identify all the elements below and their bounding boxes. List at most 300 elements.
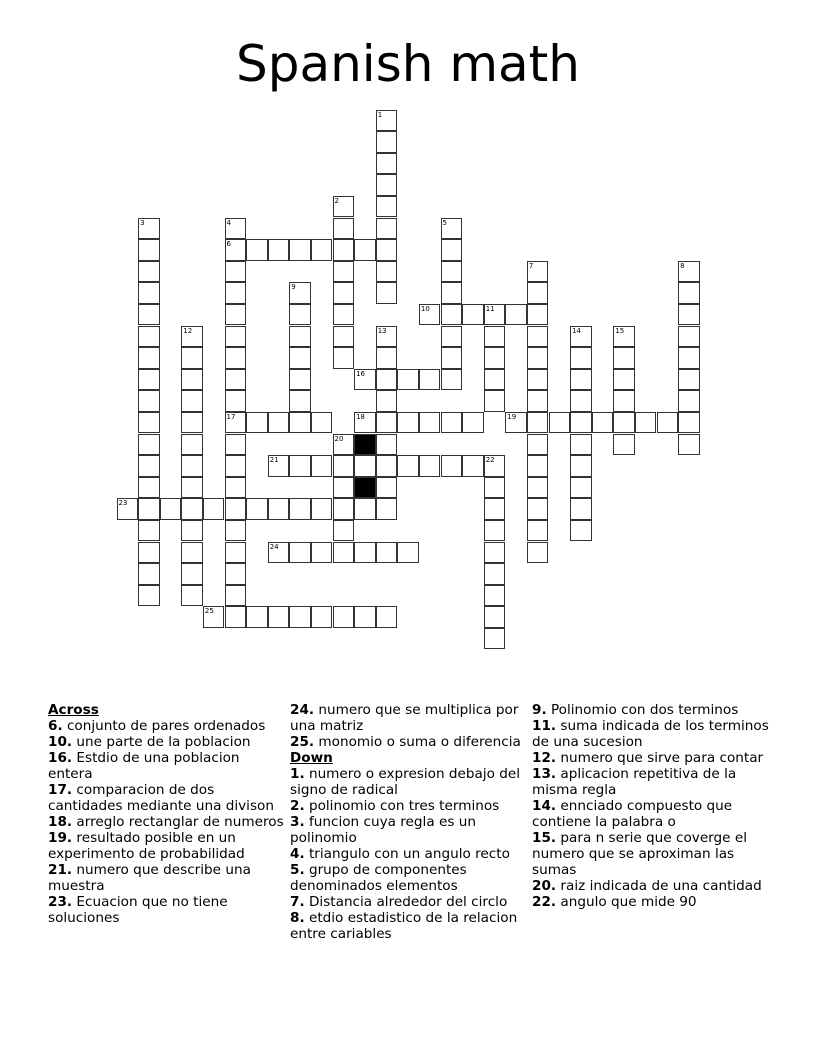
clue-text: Ecuacion que no tiene soluciones [48,894,228,926]
down-clue [532,894,772,910]
grid-cell[interactable] [289,304,311,326]
grid-cell[interactable] [333,282,355,304]
across-clue [48,814,288,830]
clue-text: arreglo rectanglar de numeros [76,814,284,830]
grid-cell[interactable] [181,542,203,564]
grid-cell[interactable] [441,326,463,348]
grid-cell[interactable] [138,326,160,348]
grid-cell[interactable] [289,282,311,304]
clue-text: une parte de la poblacion [76,734,251,750]
grid-cell[interactable] [181,498,203,520]
grid-cell[interactable] [484,477,506,499]
grid-cell[interactable] [354,239,376,261]
grid-cell[interactable] [376,110,398,132]
grid-cell[interactable] [397,542,419,564]
grid-cell[interactable] [678,390,700,412]
clue-num: 4. [290,846,305,862]
grid-cell[interactable] [181,455,203,477]
grid-cell[interactable] [678,369,700,391]
down-clue [290,862,530,894]
grid-cell[interactable] [527,326,549,348]
clue-text: suma indicada de los terminos de una sucesion [532,718,769,750]
clue-num: 24. [290,702,315,718]
grid-cell[interactable] [333,520,355,542]
grid-cell[interactable] [635,412,657,434]
grid-cell[interactable] [268,455,290,477]
grid-cell[interactable] [527,390,549,412]
clue-number: 7 [528,261,534,270]
across-clue [48,718,288,734]
clue-number: 14 [572,326,582,335]
clue-number: 16 [356,369,366,378]
grid-cell[interactable] [181,347,203,369]
grid-cell[interactable] [225,498,247,520]
clue-num: 6. [48,718,63,734]
grid-cell[interactable] [333,196,355,218]
grid-cell[interactable] [181,326,203,348]
grid-cell[interactable] [181,585,203,607]
grid-cell[interactable] [246,498,268,520]
grid-cell[interactable] [246,412,268,434]
grid-cell[interactable] [678,326,700,348]
grid-cell[interactable] [678,412,700,434]
grid-cell[interactable] [376,153,398,175]
grid-cell[interactable] [376,390,398,412]
grid-cell[interactable] [484,520,506,542]
grid-cell[interactable] [138,477,160,499]
grid-cell[interactable] [225,369,247,391]
grid-cell[interactable] [376,326,398,348]
grid-cell[interactable] [289,455,311,477]
grid-cell[interactable] [138,455,160,477]
page-title: Spanish math [236,35,580,93]
grid-cell[interactable] [678,261,700,283]
clue-number: 1 [377,110,383,119]
grid-cell[interactable] [225,261,247,283]
grid-cell[interactable] [484,542,506,564]
grid-cell[interactable] [289,326,311,348]
grid-cell[interactable] [354,542,376,564]
grid-cell[interactable] [484,304,506,326]
grid-cell[interactable] [354,455,376,477]
clue-number: 9 [291,283,296,292]
clue-num: 7. [290,894,305,910]
grid-cell[interactable] [225,434,247,456]
grid-cell[interactable] [376,498,398,520]
grid-cell[interactable] [570,390,592,412]
grid-cell[interactable] [678,434,700,456]
grid-cell[interactable] [138,261,160,283]
grid-cell[interactable] [376,412,398,434]
grid-cell[interactable] [462,304,484,326]
grid-cell[interactable] [505,304,527,326]
grid-cell[interactable] [376,196,398,218]
down-clue [290,894,530,910]
grid-cell[interactable] [225,412,247,434]
grid-cell[interactable] [657,412,679,434]
clue-number: 8 [680,261,685,270]
clue-text: numero que se multiplica por una matriz [290,702,519,734]
grid-cell[interactable] [419,455,441,477]
clue-text: numero que describe una muestra [48,862,251,894]
grid-cell[interactable] [527,455,549,477]
grid-cell[interactable] [289,542,311,564]
down-clue [532,750,772,766]
across-clue [48,894,288,926]
down-clue [290,814,530,846]
grid-cell[interactable] [376,239,398,261]
grid-cell[interactable] [376,282,398,304]
across-clue [48,734,288,750]
grid-cell[interactable] [225,520,247,542]
grid-cell[interactable] [138,498,160,520]
grid-cell[interactable] [333,347,355,369]
clue-num: 23. [48,894,73,910]
clue-text: numero que sirve para contar [560,750,764,766]
grid-cell[interactable] [289,390,311,412]
grid-cell[interactable] [268,412,290,434]
grid-cell[interactable] [527,498,549,520]
clue-number: 22 [485,456,495,465]
grid-cell[interactable] [181,369,203,391]
grid-cell[interactable] [333,218,355,240]
grid-cell[interactable] [268,542,290,564]
grid-cell[interactable] [678,304,700,326]
grid-cell[interactable] [181,390,203,412]
clue-text: aplicacion repetitiva de la misma regla [532,766,737,798]
grid-cell[interactable] [527,304,549,326]
clues-column-3 [532,702,772,910]
clue-num: 8. [290,910,305,926]
grid-cell[interactable] [138,390,160,412]
grid-cell[interactable] [289,412,311,434]
grid-cell[interactable] [181,412,203,434]
clue-num: 19. [48,830,73,846]
clue-text: angulo que mide 90 [560,894,697,910]
grid-cell[interactable] [613,347,635,369]
across-clue [48,782,288,814]
grid-cell[interactable] [441,304,463,326]
grid-cell[interactable] [397,455,419,477]
grid-cell[interactable] [613,326,635,348]
grid-cell[interactable] [181,477,203,499]
grid-cell[interactable] [354,369,376,391]
grid-cell[interactable] [376,174,398,196]
grid-cell[interactable] [333,542,355,564]
grid-cell[interactable] [527,542,549,564]
grid-cell[interactable] [268,239,290,261]
clue-num: 21. [48,862,73,878]
clue-number: 10 [420,304,430,313]
grid-cell[interactable] [311,239,333,261]
grid-cell[interactable] [376,218,398,240]
grid-cell[interactable] [376,261,398,283]
grid-cell[interactable] [354,498,376,520]
across-clue [290,734,530,750]
grid-cell[interactable] [225,477,247,499]
clue-text: raiz indicada de una cantidad [560,878,762,894]
grid-cell[interactable] [268,498,290,520]
grid-cell[interactable] [613,412,635,434]
grid-cell[interactable] [484,628,506,650]
grid-cell[interactable] [289,606,311,628]
down-clue [532,702,772,718]
clue-num: 18. [48,814,73,830]
clue-number: 12 [183,326,193,335]
clue-text: polinomio con tres terminos [308,798,500,814]
grid-cell[interactable] [484,585,506,607]
grid-cell[interactable] [505,412,527,434]
grid-cell[interactable] [246,606,268,628]
grid-cell[interactable] [527,347,549,369]
clue-num: 14. [532,798,557,814]
grid-cell[interactable] [203,498,225,520]
grid-cell[interactable] [549,412,571,434]
grid-cell[interactable] [117,498,139,520]
clue-text: resultado posible en un experimento de probabilidad [48,830,245,862]
grid-cell[interactable] [527,520,549,542]
grid-cell[interactable] [592,412,614,434]
grid-cell[interactable] [160,498,182,520]
clue-num: 25. [290,734,315,750]
grid-cell[interactable] [311,455,333,477]
grid-cell[interactable] [441,239,463,261]
grid-cell[interactable] [527,369,549,391]
grid-cell[interactable] [138,282,160,304]
grid-cell[interactable] [484,498,506,520]
grid-cell[interactable] [527,412,549,434]
grid-cell[interactable] [333,326,355,348]
grid-cell[interactable] [441,455,463,477]
grid-cell[interactable] [138,218,160,240]
grid-cell[interactable] [441,412,463,434]
clue-num: 15. [532,830,557,846]
grid-cell[interactable] [441,261,463,283]
grid-cell[interactable] [138,542,160,564]
grid-cell[interactable] [311,606,333,628]
grid-cell[interactable] [333,304,355,326]
grid-cell[interactable] [225,304,247,326]
clue-number: 20 [334,434,344,443]
clue-num: 13. [532,766,557,782]
clue-num: 10. [48,734,73,750]
grid-cell[interactable] [570,455,592,477]
grid-cell[interactable] [527,477,549,499]
clue-text: etdio estadistico de la relacion entre cariables [290,910,518,942]
clue-num: 22. [532,894,557,910]
grid-cell[interactable] [419,412,441,434]
grid-cell[interactable] [613,390,635,412]
down-clue [290,766,530,798]
grid-cell[interactable] [462,455,484,477]
clue-num: 11. [532,718,557,734]
grid-cell[interactable] [484,563,506,585]
grid-cell[interactable] [376,369,398,391]
clue-number: 17 [226,412,236,421]
clue-number: 25 [204,607,214,616]
grid-cell[interactable] [138,347,160,369]
grid-cell[interactable] [225,606,247,628]
grid-cell[interactable] [462,412,484,434]
grid-cell[interactable] [138,563,160,585]
grid-cell[interactable] [527,261,549,283]
grid-cell[interactable] [376,347,398,369]
grid-cell[interactable] [333,477,355,499]
grid-cell[interactable] [484,347,506,369]
grid-cell[interactable] [441,347,463,369]
grid-cell[interactable] [570,326,592,348]
grid-cell[interactable] [289,498,311,520]
down-clue [532,878,772,894]
grid-cell[interactable] [484,455,506,477]
clue-number: 18 [356,412,366,421]
grid-cell[interactable] [570,369,592,391]
grid-cell[interactable] [678,347,700,369]
grid-cell[interactable] [138,239,160,261]
grid-cell[interactable] [181,434,203,456]
grid-cell[interactable] [376,434,398,456]
clue-number: 23 [118,499,128,508]
clues-column-2 [290,702,530,942]
clue-number: 5 [442,218,447,227]
down-clue [532,798,772,830]
down-clue [290,910,530,942]
grid-cell[interactable] [570,434,592,456]
grid-cell[interactable] [225,455,247,477]
grid-cell[interactable] [484,390,506,412]
across-heading: Across [48,702,99,718]
crossword-grid [117,110,717,670]
clue-text: Distancia alrededor del circlo [308,894,508,910]
grid-cell[interactable] [397,369,419,391]
grid-cell[interactable] [311,498,333,520]
grid-cell[interactable] [225,218,247,240]
grid-cell[interactable] [203,606,225,628]
black-cell [354,434,376,456]
grid-cell[interactable] [333,239,355,261]
grid-cell[interactable] [613,434,635,456]
grid-cell[interactable] [484,606,506,628]
grid-cell[interactable] [678,282,700,304]
clue-text: Estdio de una poblacion entera [48,750,240,782]
down-clue [290,846,530,862]
grid-cell[interactable] [138,412,160,434]
grid-cell[interactable] [138,585,160,607]
grid-cell[interactable] [311,542,333,564]
grid-cell[interactable] [225,390,247,412]
grid-cell[interactable] [613,369,635,391]
grid-cell[interactable] [527,282,549,304]
across-clue [48,750,288,782]
grid-cell[interactable] [333,455,355,477]
grid-cell[interactable] [225,326,247,348]
clue-num: 16. [48,750,73,766]
grid-cell[interactable] [181,563,203,585]
grid-cell[interactable] [333,261,355,283]
grid-cell[interactable] [289,369,311,391]
clue-number: 24 [269,542,279,551]
grid-cell[interactable] [441,369,463,391]
grid-cell[interactable] [333,434,355,456]
clue-text: comparacion de dos cantidades mediante una divison [48,782,274,814]
clue-text: conjunto de pares ordenados [66,718,266,734]
grid-cell[interactable] [376,477,398,499]
grid-cell[interactable] [311,412,333,434]
grid-cell[interactable] [225,282,247,304]
clue-number: 3 [140,218,145,227]
grid-cell[interactable] [376,542,398,564]
grid-cell[interactable] [289,239,311,261]
grid-cell[interactable] [225,542,247,564]
clue-num: 1. [290,766,305,782]
grid-cell[interactable] [397,412,419,434]
grid-cell[interactable] [527,434,549,456]
clue-num: 20. [532,878,557,894]
black-cell [354,477,376,499]
clue-text: grupo de componentes denominados elementos [290,862,467,894]
grid-cell[interactable] [289,347,311,369]
across-clue [48,862,288,894]
grid-cell[interactable] [333,606,355,628]
grid-cell[interactable] [268,606,290,628]
grid-cell[interactable] [225,563,247,585]
clue-text: numero o expresion debajo del signo de radical [290,766,521,798]
clue-num: 17. [48,782,73,798]
grid-cell[interactable] [570,477,592,499]
grid-cell[interactable] [441,282,463,304]
grid-cell[interactable] [419,369,441,391]
grid-cell[interactable] [354,412,376,434]
clue-number: 6 [226,240,231,249]
clue-text: Polinomio con dos terminos [550,702,739,718]
down-clue [532,766,772,798]
grid-cell[interactable] [484,369,506,391]
grid-cell[interactable] [246,239,268,261]
clue-number: 19 [507,412,517,421]
down-heading: Down [290,750,333,766]
grid-cell[interactable] [376,606,398,628]
clue-number: 15 [615,326,625,335]
grid-cell[interactable] [225,239,247,261]
grid-cell[interactable] [225,585,247,607]
grid-cell[interactable] [484,326,506,348]
clue-num: 12. [532,750,557,766]
grid-cell[interactable] [138,369,160,391]
grid-cell[interactable] [419,304,441,326]
clue-num: 9. [532,702,547,718]
grid-cell[interactable] [333,498,355,520]
grid-cell[interactable] [376,131,398,153]
down-clue [532,830,772,878]
across-clue [290,702,530,734]
clue-text: funcion cuya regla es un polinomio [290,814,476,846]
clue-number: 2 [334,196,339,205]
grid-cell[interactable] [354,606,376,628]
grid-cell[interactable] [181,520,203,542]
clue-text: ennciado compuesto que contiene la palabra o [532,798,733,830]
grid-cell[interactable] [570,347,592,369]
grid-cell[interactable] [138,434,160,456]
grid-cell[interactable] [138,520,160,542]
grid-cell[interactable] [570,412,592,434]
grid-cell[interactable] [570,498,592,520]
grid-cell[interactable] [138,304,160,326]
grid-cell[interactable] [570,520,592,542]
down-clue [290,798,530,814]
grid-cell[interactable] [376,455,398,477]
grid-cell[interactable] [225,347,247,369]
grid-cell[interactable] [441,218,463,240]
